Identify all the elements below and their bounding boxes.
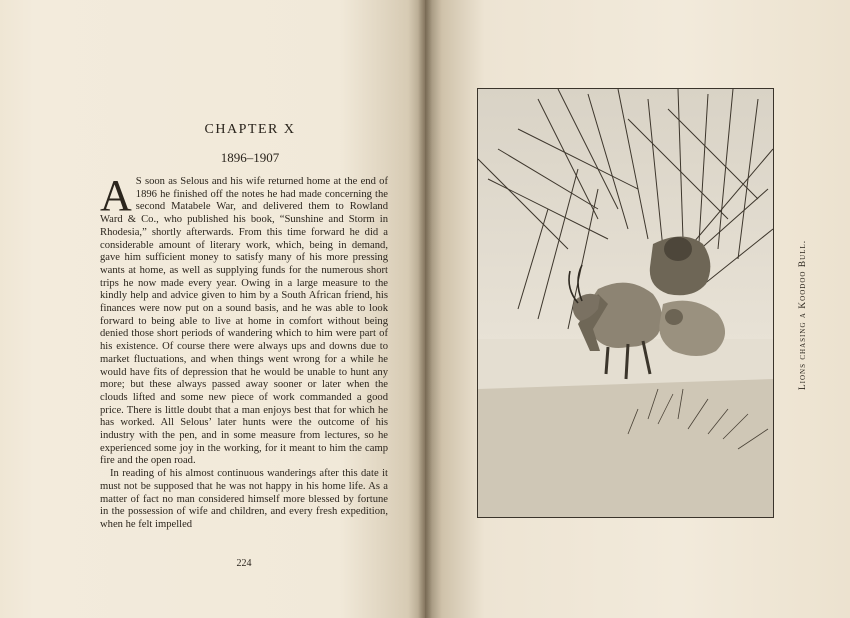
chapter-body xyxy=(100,171,388,532)
chapter-title: CHAPTER X xyxy=(204,122,296,137)
paragraph-1-text: S soon as Selous and his wife returned home at the end of 1896 he finished off the notes he had made concerning the second Matabele War, and delivered them to Rowland Ward & Co., who published his book, “Sunshine and Storm in Rhodesia,” shortly afterwards. From this time forward he did a considerable amount of literary work, which, being in demand, gave him sufficient money to satisfy many of his more pressing wants at home, as well as supplying funds for the numerous short trips he now made every year. Owing in a large measure to the kindly help and advice given to him by a South African friend, his finances were now put on a sound basis, and he was able to look forward to being able to live at home in comfort without being denied those short periods of wandering which to him were part of his existence. Of course there were always ups and downs due to market fluctuations, and when things went wrong for a while he would have fits of depression that he would be unable to hunt any more; but these always passed away sooner or later when the clouds lifted and some new piece of work commanded a good price. There is little doubt that a man enjoys best that for which he has worked. All Selous’ later hunts were the outcome of his industry with the pen, and in some measure from lectures, so he experienced some joy in the working, for it meant to him the camp fire and the open road. xyxy=(100,176,388,467)
chapter-years: 1896–1907 xyxy=(220,150,280,165)
lions-chasing-koodoo-illustration xyxy=(478,89,773,517)
paragraph-2: In reading of his almost continuous wanderings after this date it must not be supposed that he was not happy in his home life. As a matter of fact no man considered himself more blessed by fortune in the possession of wife and children, and every fresh expedition, when he felt impelled xyxy=(100,468,388,530)
paragraph-1 xyxy=(100,171,388,468)
illustration-plate xyxy=(477,88,774,518)
book-gutter xyxy=(418,0,432,618)
plate-caption xyxy=(795,240,811,390)
page-number: 224 xyxy=(236,558,252,569)
plate-caption-text: Lions chasing a Koodoo Bull. xyxy=(798,239,808,391)
drop-cap: A xyxy=(100,171,132,220)
